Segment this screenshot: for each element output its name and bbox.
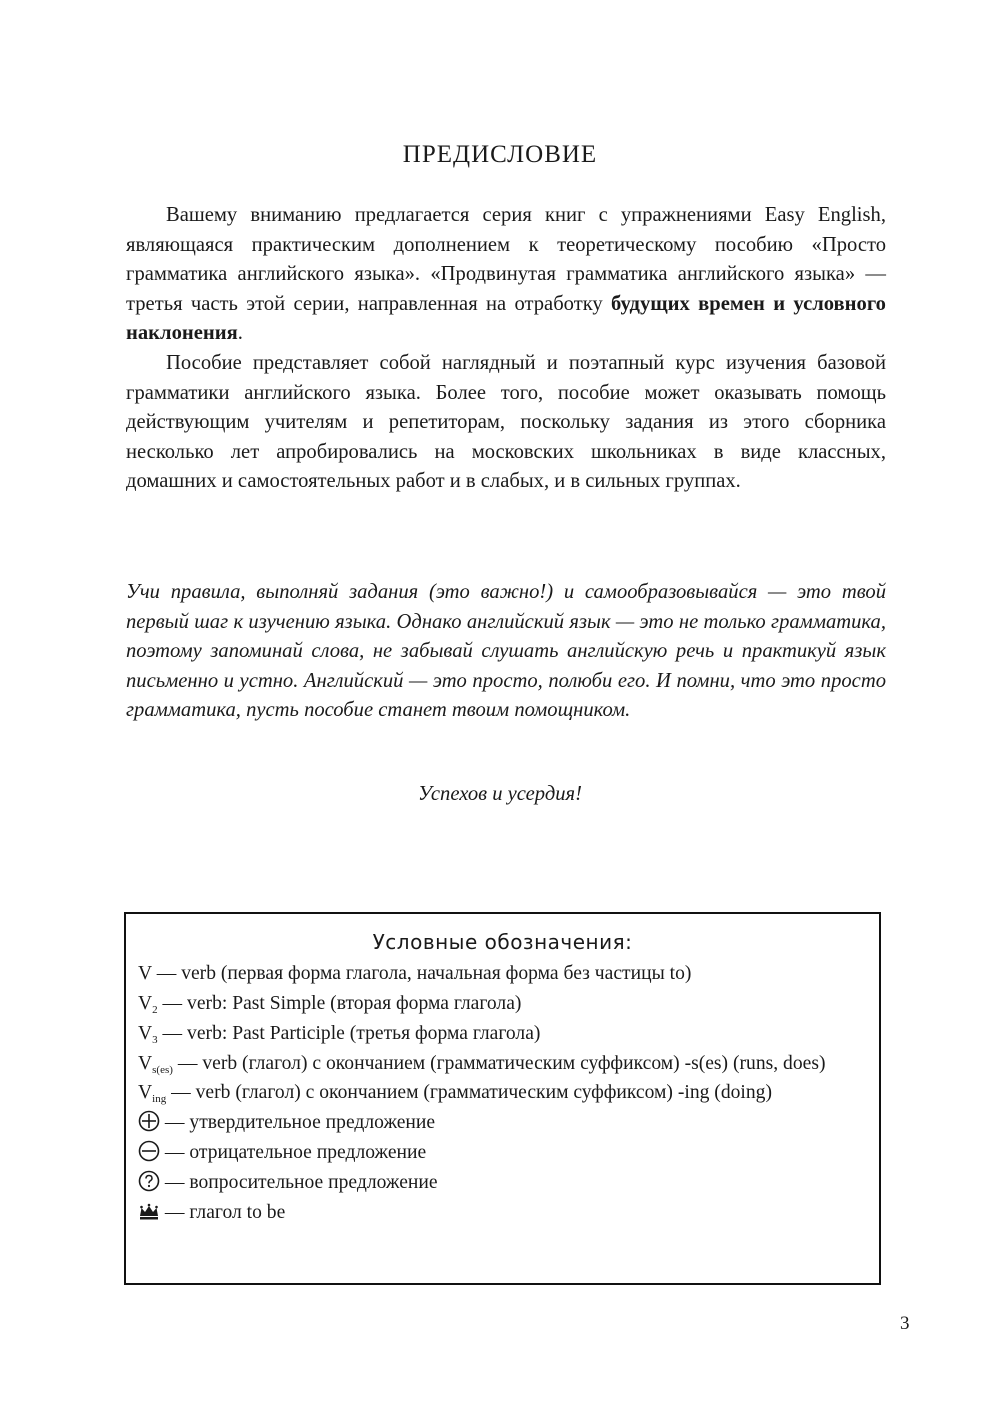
legend-v2-symbol: V [138, 993, 153, 1014]
page-title: ПРЕДИСЛОВИЕ [402, 141, 598, 168]
page-number: 3 [900, 1313, 910, 1334]
intro-section [126, 201, 886, 497]
minus-circle-icon [138, 1140, 160, 1162]
crown-icon [138, 1200, 160, 1222]
intro-paragraph-2: Пособие представляет собой наглядный и поэтапный курс изучения базовой грамматики английского языка. Более того, пособие может оказывать помощь действующим учителям и репетиторам, поскольку задания из этого сборника несколько лет апробировались на московских школьниках в виде классных, домашних и самостоятельных работ и в слабых, и в сильных группах. [126, 351, 886, 493]
legend-vs-symbol: V [138, 1053, 153, 1074]
legend-v2-sub: 2 [152, 1004, 158, 1016]
legend-v-text: — verb (первая форма глагола, начальная форма без частицы to) [151, 963, 692, 984]
legend-negative-text: — отрицательное предложение [160, 1142, 427, 1163]
intro-p1-bold: будущих времен и условного наклонения [126, 292, 886, 345]
legend-row-vs [138, 1049, 867, 1078]
legend-row-ving [138, 1078, 867, 1108]
legend-ving-symbol: V [138, 1082, 153, 1103]
legend-vs-sub: s(es) [152, 1064, 173, 1076]
legend-row-negative [138, 1138, 867, 1168]
motto-text: Учи правила, выполняй задания (это важно!) и самообразовывайся — это твой первый шаг к изучению языка. Однако английский язык — это не только грамматика, поэтому запоминай слова, не забывай слушать английскую речь и практикуй язык письменно и устно. Английский — это просто, полюби его. И помни, что это просто грамматика, пусть пособие станет твоим помощником. [126, 581, 886, 722]
legend-question-text: — вопросительное предложение [160, 1172, 438, 1193]
intro-p1-text: Вашему вниманию предлагается серия книг с упражнениями Easy English, являющаяся практическим дополнением к теоретическому пособию «Просто грамматика английского языка». «Продвинутая грамматика английского языка» — третья часть этой серии, направленная на отработку [126, 204, 886, 315]
plus-circle-icon [138, 1110, 160, 1132]
question-circle-icon [138, 1170, 160, 1192]
legend-row-positive [138, 1108, 867, 1138]
legend-to-be-text: — глагол to be [160, 1202, 286, 1223]
legend-box [124, 912, 881, 1285]
legend-v3-text: — verb: Past Participle (третья форма глагола) [157, 1023, 541, 1044]
legend-v3-sub: 3 [152, 1034, 158, 1046]
intro-p1-end: . [237, 322, 243, 345]
wish-text: Успехов и усердия! [418, 783, 582, 805]
legend-row-to-be [138, 1198, 867, 1228]
legend-row-v [138, 959, 867, 989]
legend-v-symbol: V [138, 963, 152, 984]
legend-title: Условные обозначения: [372, 930, 633, 954]
legend-vs-text: — verb (глагол) с окончанием (грамматическим суффиксом) -s(es) (runs, does) [172, 1053, 826, 1074]
legend-v2-text: — verb: Past Simple (вторая форма глагола) [157, 993, 522, 1014]
legend-ving-text: — verb (глагол) с окончанием (грамматическим суффиксом) -ing (doing) [166, 1082, 772, 1103]
intro-paragraph-1 [126, 201, 886, 349]
legend-ving-sub: ing [152, 1093, 167, 1105]
legend-v3-symbol: V [138, 1023, 153, 1044]
legend-row-question [138, 1168, 867, 1198]
legend-row-v3 [138, 1019, 867, 1049]
legend-row-v2 [138, 989, 867, 1019]
legend-positive-text: — утвердительное предложение [160, 1112, 436, 1133]
